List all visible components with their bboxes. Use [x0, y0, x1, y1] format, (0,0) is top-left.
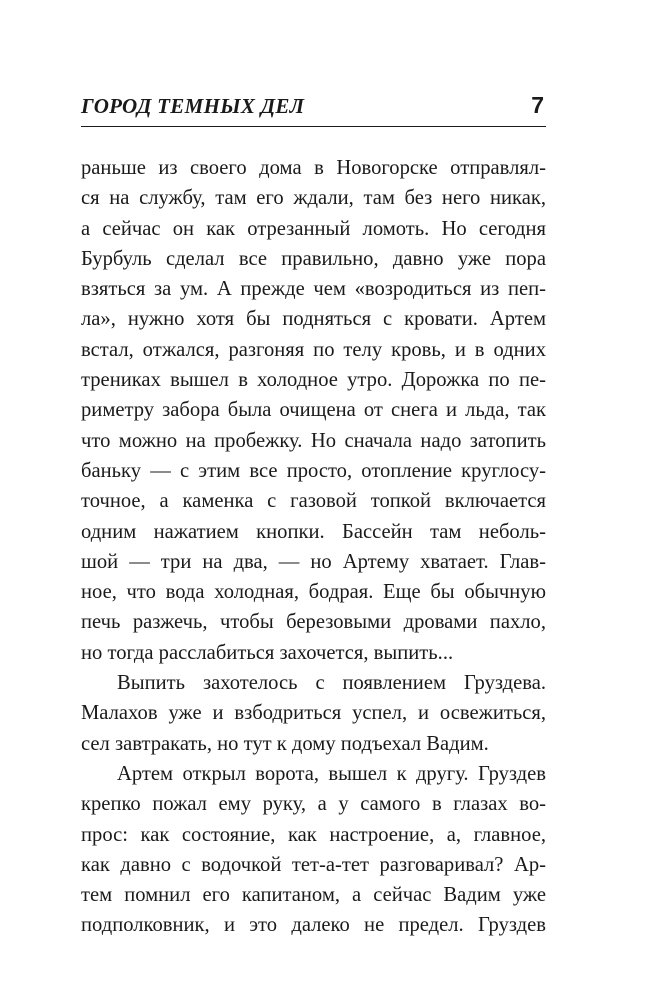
text-line: а сейчас он как отрезанный ломоть. Но сегодня	[81, 217, 546, 240]
text-line: Выпить захотелось с появлением Груздева.	[117, 672, 546, 695]
text-line: прос: как состояние, как настроение, а, главное,	[81, 823, 546, 846]
text-line: раньше из своего дома в Новогорске отправлял-	[81, 157, 546, 179]
text-line: ла», нужно хотя бы подняться с кровати. Артем	[81, 308, 546, 331]
running-header	[81, 92, 546, 127]
text-line: что можно на пробежку. Но сначала надо затопить	[81, 429, 546, 452]
text-line: одним нажатием кнопки. Бассейн там неболь-	[81, 520, 546, 543]
text-line: сел завтракать, но тут к дому подъехал Вадим.	[81, 732, 489, 755]
text-line: ся на службу, там его ждали, там без него никак,	[81, 187, 546, 210]
text-line: Малахов уже и взбодриться успел, и освежиться,	[81, 702, 546, 725]
text-line: Бурбуль сделал все правильно, давно уже пора	[81, 247, 546, 270]
text-line: баньку — с этим все просто, отопление круглосу-	[81, 459, 546, 482]
text-line: крепко пожал ему руку, а у самого в глазах во-	[81, 793, 546, 816]
running-title: ГОРОД ТЕМНЫХ ДЕЛ	[81, 94, 305, 118]
text-line: как давно с водочкой тет-а-тет разговаривал? Ар-	[81, 853, 546, 876]
text-line: тем помнил его капитаном, а сейчас Вадим уже	[81, 884, 546, 907]
text-line: Артем открыл ворота, вышел к другу. Груздев	[117, 762, 546, 785]
text-line: печь разжечь, чтобы березовыми дровами пахло,	[81, 611, 546, 634]
text-line: риметру забора была очищена от снега и льда, так	[81, 399, 546, 422]
text-line: взяться за ум. А прежде чем «возродиться из пеп-	[81, 278, 546, 301]
text-line: подполковник, и это далеко не предел. Груздев	[81, 914, 546, 937]
text-line: но тогда расслабиться захочется, выпить...	[81, 641, 454, 664]
text-line: точное, а каменка с газовой топкой включается	[81, 490, 546, 513]
text-line: шой — три на два, — но Артему хватает. Глав-	[81, 550, 546, 573]
text-line: встал, отжался, разгоняя по телу кровь, и в одних	[81, 338, 546, 361]
page-number: 7	[531, 92, 544, 118]
text-line: ное, что вода холодная, бодрая. Еще бы обычную	[81, 581, 546, 604]
body-text	[81, 153, 546, 941]
text-line: трениках вышел в холодное утро. Дорожка по пе-	[81, 369, 546, 392]
